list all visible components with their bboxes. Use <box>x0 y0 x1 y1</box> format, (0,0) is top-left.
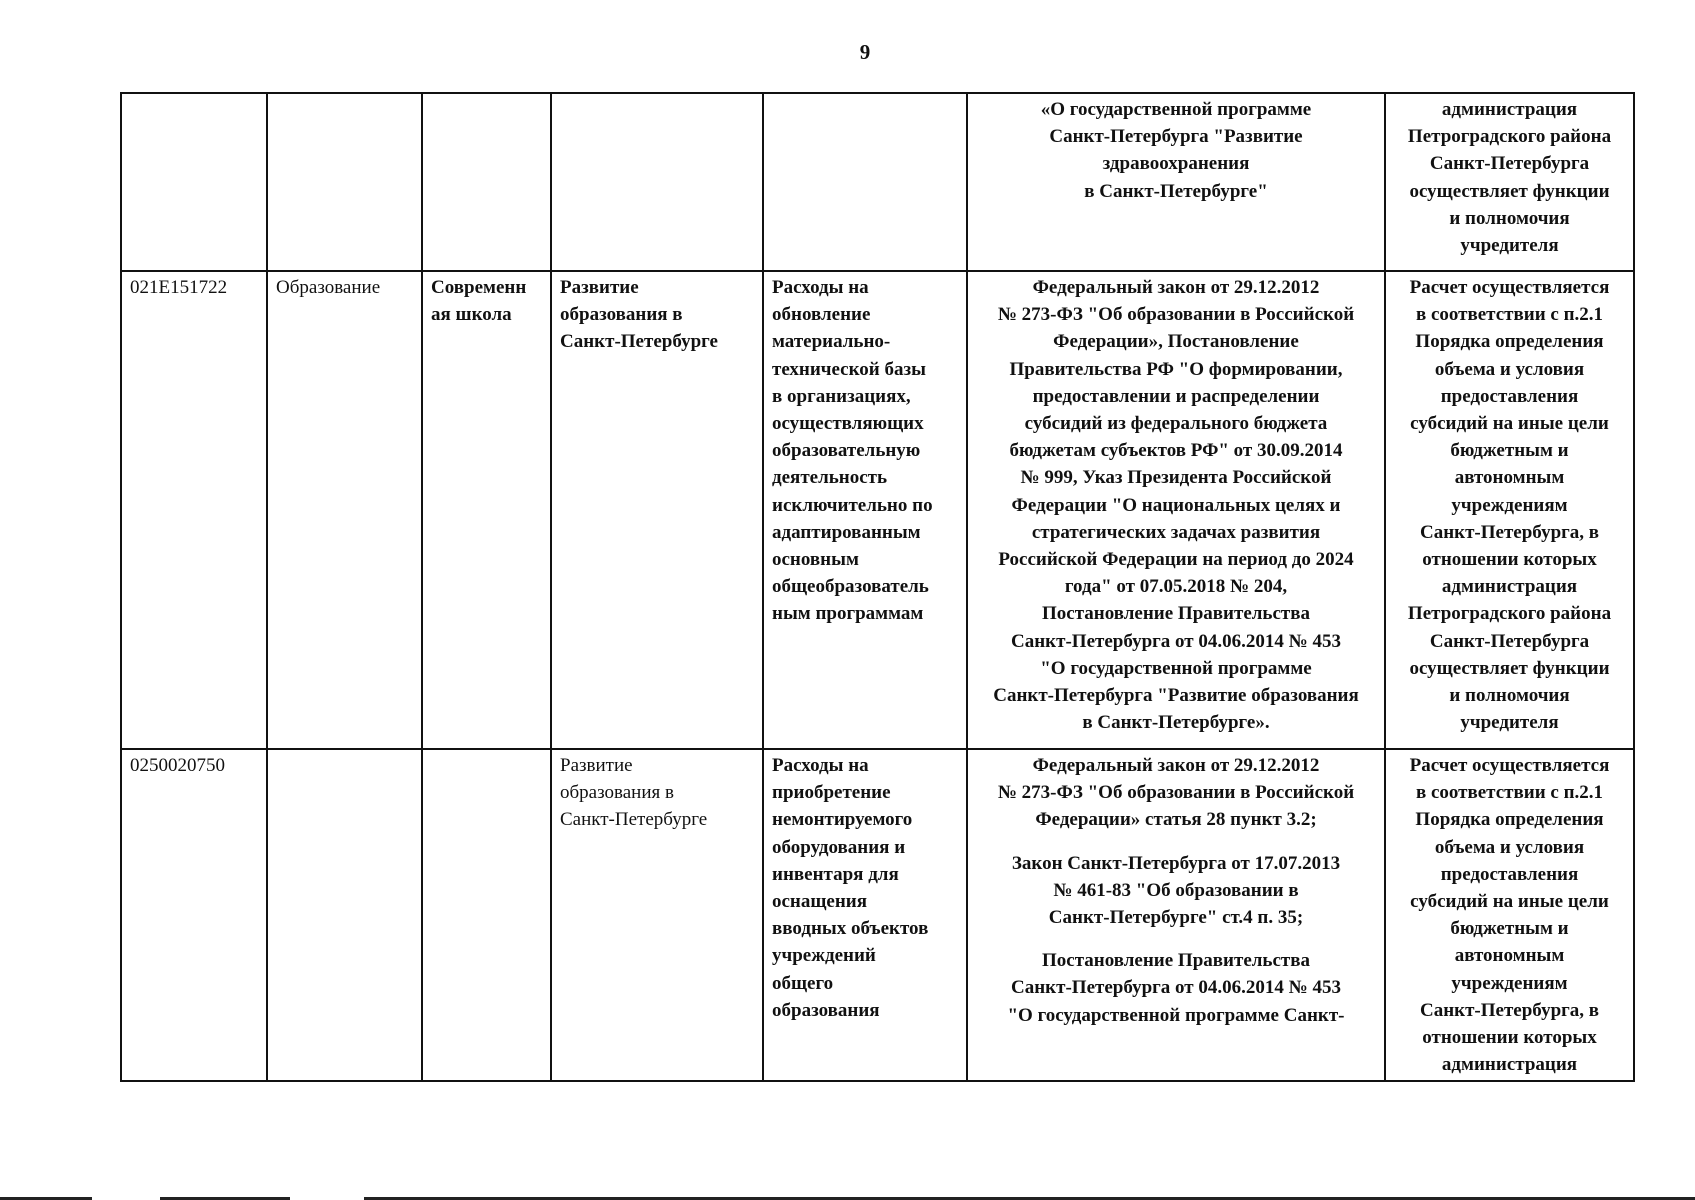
document-table <box>120 92 1635 1082</box>
program-cell <box>551 93 763 271</box>
section-cell <box>267 749 422 1081</box>
legal-basis-paragraph: «О государственной программе Санкт-Петербурга "Развитие здравоохранения в Санкт-Петербурге" <box>1040 99 1312 202</box>
purpose-cell <box>763 93 967 271</box>
table-row <box>121 749 1634 1081</box>
table-row <box>121 93 1634 271</box>
project-cell <box>422 93 551 271</box>
legal-basis-cell <box>967 749 1385 1081</box>
legal-basis-paragraph: Федеральный закон от 29.12.2012 № 273-ФЗ "Об образовании в Российской Федерации» статья 28 пункт 3.2; <box>997 755 1355 831</box>
legal-basis-paragraph: Федеральный закон от 29.12.2012 № 273-ФЗ "Об образовании в Российской Федерации», Постановление Правительства РФ "О формировании, предоставлении и распределении субсидий из федерального бюджета бюджетам субъектов РФ" от 30.09.2014 № 999, Указ Президента Российской Федерации "О национальных целях и стратегических задачах развития Российской Федерации на период до 2024 года" от 07.05.2018 № 204, Постановление Правительства Санкт-Петербурга от 04.06.2014 № 453 "О государственной программе Санкт-Петербурга "Развитие образования в Санкт-Петербурге». <box>993 277 1359 734</box>
scan-artifact-lines <box>0 1188 1695 1200</box>
section-cell: Образование <box>267 271 422 749</box>
legal-basis-cell <box>967 271 1385 749</box>
purpose-cell: Расходы на обновление материально- технической базы в организациях, осуществляющих образовательную деятельность исключительно по адаптированным основным общеобразователь ным программам <box>763 271 967 749</box>
legal-basis-paragraph: Постановление Правительства Санкт-Петербурга от 04.06.2014 № 453 "О государственной программе Санкт- <box>1007 950 1345 1026</box>
purpose-cell: Расходы на приобретение немонтируемого оборудования и инвентаря для оснащения вводных объектов учреждений общего образования <box>763 749 967 1081</box>
program-cell: Развитие образования в Санкт-Петербурге <box>551 749 763 1081</box>
calculation-cell: Расчет осуществляется в соответствии с п.2.1 Порядка определения объема и условия предоставления субсидий на иные цели бюджетным и автономным учреждениям Санкт-Петербурга, в отношении которых администрация Петроградского района Санкт-Петербурга осуществляет функции и полномочия учредителя <box>1385 271 1634 749</box>
program-cell: Развитие образования в Санкт-Петербурге <box>551 271 763 749</box>
budget-code-cell: 021E151722 <box>121 271 267 749</box>
project-cell: Современн ая школа <box>422 271 551 749</box>
budget-code-cell: 0250020750 <box>121 749 267 1081</box>
budget-code-cell <box>121 93 267 271</box>
section-cell <box>267 93 422 271</box>
legal-basis-paragraph: Закон Санкт-Петербурга от 17.07.2013 № 461-83 "Об образовании в Санкт-Петербурге" ст.4 п. 35; <box>1011 852 1341 929</box>
table-row <box>121 271 1634 749</box>
project-cell <box>422 749 551 1081</box>
legal-basis-cell <box>967 93 1385 271</box>
calculation-cell: Расчет осуществляется в соответствии с п.2.1 Порядка определения объема и условия предоставления субсидий на иные цели бюджетным и автономным учреждениям Санкт-Петербурга, в отношении которых администрация <box>1385 749 1634 1081</box>
page-number: 9 <box>859 40 871 64</box>
calculation-cell: администрация Петроградского района Санкт-Петербурга осуществляет функции и полномочия учредителя <box>1385 93 1634 271</box>
